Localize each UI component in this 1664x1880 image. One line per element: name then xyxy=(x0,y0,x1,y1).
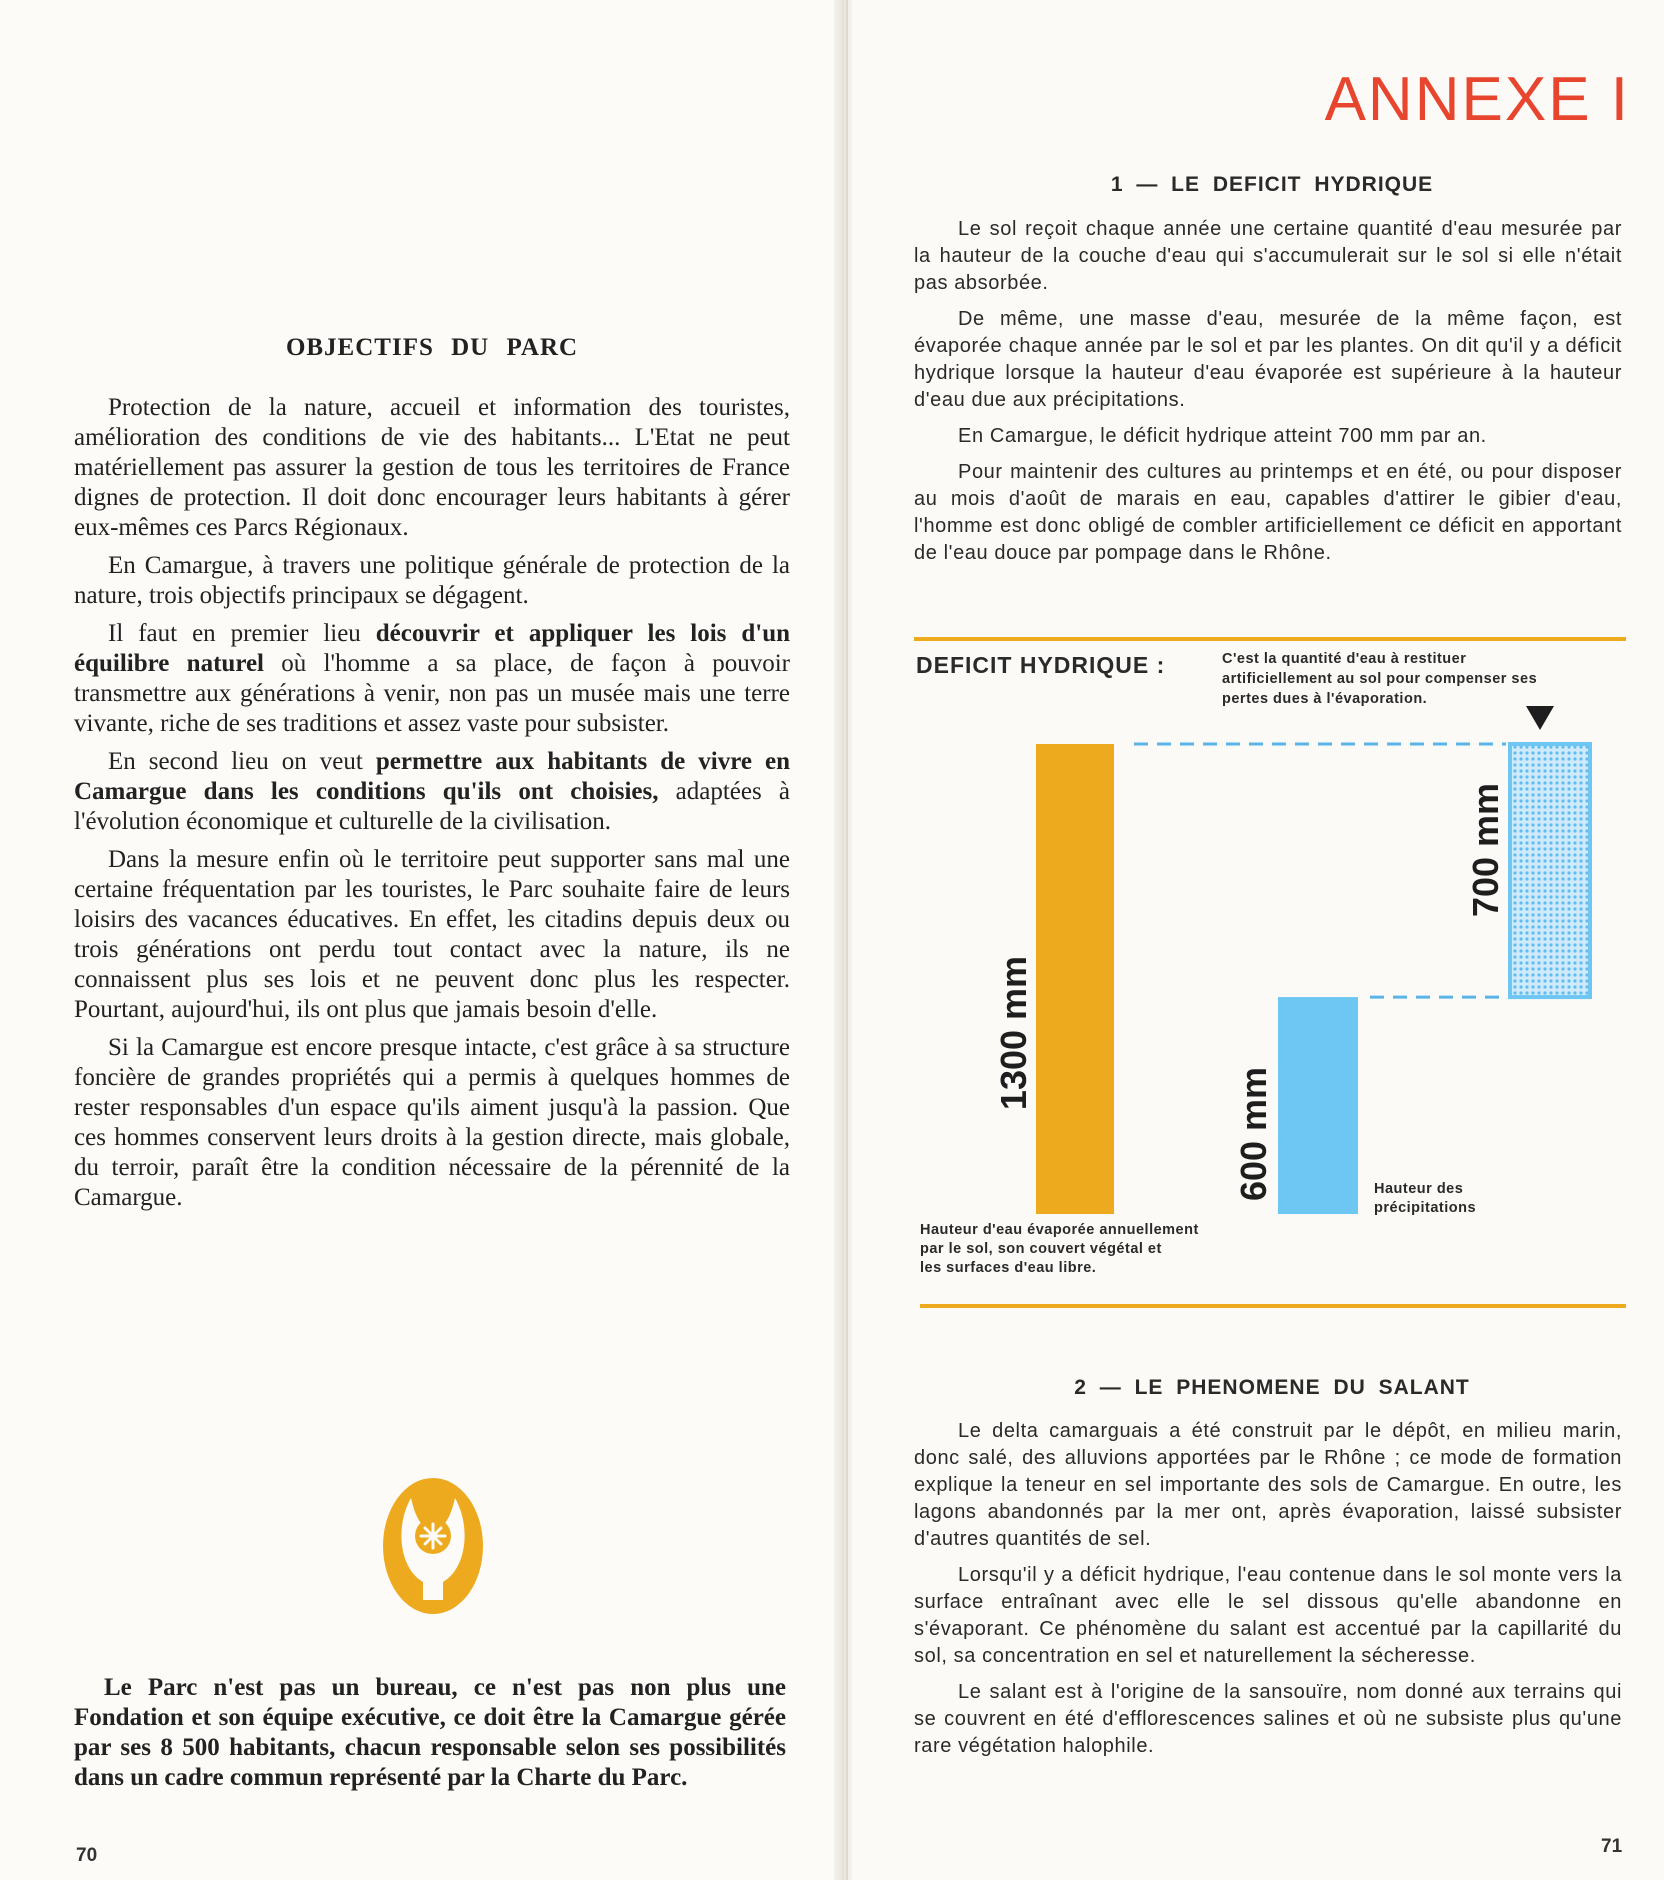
left-paragraph-2: En Camargue, à travers une politique générale de protection de la nature, trois objectifs principaux se dégagent. xyxy=(74,552,790,609)
section-1-paragraph: De même, une masse d'eau, mesurée de la même façon, est évaporée chaque année par le sol et par les plantes. On dit qu'il y a déficit hydrique lorsque la hauteur d'eau évaporée est supérieure à la hauteur d'eau due aux précipitations. xyxy=(914,308,1622,411)
section-2-paragraph: Le delta camarguais a été construit par le dépôt, en milieu marin, donc salé, des alluvions apportées par le Rhône ; ce mode de formation explique la teneur en sel importante des sols de Camargue. En outre, les lagons abandonnés par la mer ont, après évaporation, laissé subsister d'autres quantités de sel. xyxy=(914,1420,1622,1550)
chart-subtitle: C'est la quantité d'eau à restituer artificiellement au sol pour compenser ses pertes dues à l'évaporation. xyxy=(1222,651,1538,707)
gutter-line xyxy=(846,0,848,1880)
bar-evaporation xyxy=(1036,744,1114,1214)
left-paragraph-1: Protection de la nature, accueil et information des touristes, amélioration des conditions de vie des habitants... L'Etat ne peut matériellement pas assurer la gestion de tous les territoires de France dignes de protection. Il doit donc encourager leurs habitants à gérer eux-mêmes ces Parcs Régionaux. xyxy=(74,394,790,541)
chart-title: DEFICIT HYDRIQUE : xyxy=(916,652,1166,678)
left-paragraph-5: Dans la mesure enfin où le territoire peut supporter sans mal une certaine fréquentation par les touristes, le Parc souhaite faire de leurs loisirs des vacances éducatives. En effet, les citadins depuis deux ou trois générations ont perdu tout contact avec la nature, ils ne connaissent plus ses lois et ne peuvent donc plus les respecter. Pourtant, aujourd'hui, ils ont plus que jamais besoin d'elle. xyxy=(74,846,790,1023)
section-1-title: 1 — LE DEFICIT HYDRIQUE xyxy=(1110,173,1434,196)
caption-precipitation: Hauteur des précipitations xyxy=(1374,1181,1477,1216)
section-2-paragraph: Le salant est à l'origine de la sansouïre, nom donné aux terrains qui se couvrent en été d'efflorescences salines et où ne subsiste plus qu'une rare végétation halophile. xyxy=(914,1681,1622,1757)
left-page-conclusion: Le Parc n'est pas un bureau, ce n'est pas non plus une Fondation et son équipe exécutive, ce doit être la Camargue gérée par ses 8 500 habitants, chacun responsable selon ses possibilités dans un cadre commun représenté par la Charte du Parc. xyxy=(74,1674,786,1791)
caption-evaporation: Hauteur d'eau évaporée annuellement par le sol, son couvert végétal et les surfaces d'eau libre. xyxy=(920,1222,1199,1276)
section-2-title: 2 — LE PHENOMENE DU SALANT xyxy=(1074,1376,1470,1399)
bar-label-700: 700 mm xyxy=(1465,782,1506,918)
park-emblem-icon xyxy=(381,1476,485,1616)
deficit-hydrique-chart xyxy=(900,630,1640,1316)
section-1-body xyxy=(914,216,1622,576)
section-1-paragraph: En Camargue, le déficit hydrique atteint 700 mm par an. xyxy=(958,425,1487,447)
bar-precipitation xyxy=(1278,997,1358,1214)
left-paragraph-6: Si la Camargue est encore presque intacte, c'est grâce à sa structure foncière de grandes propriétés qui a permis à quelques hommes de rester responsables d'un espace qu'ils aiment jusqu'à la passion. Que ces hommes conservent leurs droits à la gestion directe, mais globale, du terroir, paraît être la condition nécessaire de la pérennité de la Camargue. xyxy=(74,1034,790,1211)
page-number-right: 71 xyxy=(1601,1836,1623,1857)
annexe-title: ANNEXE I xyxy=(1324,65,1630,134)
left-page-title: OBJECTIFS DU PARC xyxy=(285,334,579,361)
left-page-body xyxy=(74,393,790,1221)
section-1-paragraph: Le sol reçoit chaque année une certaine quantité d'eau mesurée par la hauteur de la couche d'eau qui s'accumulerait sur le sol si elle n'était pas absorbée. xyxy=(914,218,1622,294)
bar-label-600: 600 mm xyxy=(1233,1066,1274,1202)
section-2-body xyxy=(914,1418,1622,1769)
section-2-paragraph: Lorsqu'il y a déficit hydrique, l'eau contenue dans le sol monte vers la surface entraînant avec elle le sel dissous qu'elle abandonne en s'évaporant. Ce phénomène du salant est accentué par la capillarité du sol, sa concentration en sel et naturellement la sécheresse. xyxy=(914,1564,1622,1667)
book-gutter xyxy=(834,0,852,1880)
section-1-paragraph: Pour maintenir des cultures au printemps et en été, ou pour disposer au mois d'août de marais en eau, capables d'attirer le gibier d'eau, l'homme est donc obligé de combler artificiellement ce déficit en apportant de l'eau douce par pompage dans le Rhône. xyxy=(914,461,1622,564)
deficit-arrow-icon xyxy=(1526,706,1554,730)
bar-label-1300: 1300 mm xyxy=(993,955,1034,1111)
bar-deficit xyxy=(1510,744,1590,997)
page-number-left: 70 xyxy=(76,1845,98,1866)
left-paragraph-4: En second lieu on veut permettre aux habitants de vivre en Camargue dans les conditions qu'ils ont choisies, adaptées à l'évolution économique et culturelle de la civilisation. xyxy=(74,748,790,835)
left-paragraph-3: Il faut en premier lieu découvrir et appliquer les lois d'un équilibre naturel où l'homme a sa place, de façon à pouvoir transmettre aux générations à venir, non pas un musée mais une terre vivante, riche de ses traditions et assez vaste pour subsister. xyxy=(74,620,790,737)
